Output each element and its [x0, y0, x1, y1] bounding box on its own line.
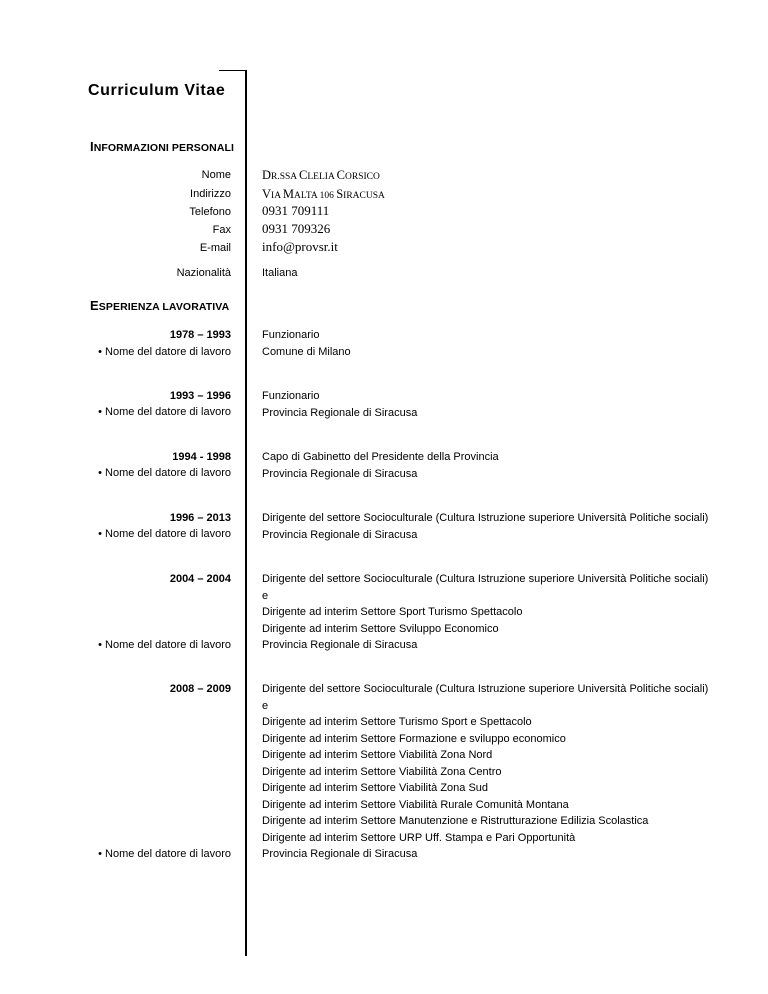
experience-details	[262, 449, 499, 482]
experience-line: Dirigente del settore Socioculturale (Cultura Istruzione superiore Università Politiche sociali)	[262, 512, 709, 524]
experience-line: Comune di Milano	[262, 345, 351, 358]
value-fax: 0931 709326	[262, 221, 331, 236]
title-rule	[219, 70, 246, 71]
experience-line: Capo di Gabinetto del Presidente della Provincia	[262, 451, 499, 463]
experience-line: e	[262, 699, 269, 712]
label-name: Nome	[201, 169, 231, 181]
section-heading-experience: ESPERIENZA LAVORATIVA	[90, 298, 230, 313]
value-address: VIA MALTA 106 SIRACUSA	[262, 187, 385, 201]
employer-label: • Nome del datore di lavoro	[98, 406, 231, 418]
value-nationality: Italiana	[262, 267, 298, 279]
experience-period: 1978 – 1993	[169, 329, 231, 341]
experience-details	[262, 681, 708, 863]
experience-line: Dirigente ad interim Settore Viabilità Zona Nord	[262, 749, 493, 761]
experience-line: Dirigente ad interim Settore Viabilità Zona Sud	[262, 782, 489, 794]
experience-line: Dirigente ad interim Settore Formazione e sviluppo economico	[262, 732, 566, 745]
experience-line: Dirigente ad interim Settore Viabilità Rurale Comunità Montana	[262, 798, 569, 811]
experience-details	[262, 388, 417, 421]
experience-line: Dirigente ad interim Settore Turismo Sport e Spettacolo	[262, 716, 532, 728]
experience-line: Dirigente ad interim Settore Viabilità Zona Centro	[262, 765, 502, 778]
experience-line: Funzionario	[262, 329, 320, 341]
page-title: Curriculum Vitae	[88, 82, 226, 99]
experience-line: Dirigente ad interim Settore Sport Turismo Spettacolo	[262, 606, 523, 618]
vertical-divider-line	[245, 70, 247, 956]
experience-line: Provincia Regionale di Siracusa	[262, 467, 418, 480]
experience-period: 1996 – 2013	[169, 512, 231, 524]
experience-line: Dirigente ad interim Settore Sviluppo Economico	[262, 622, 499, 635]
experience-period: 2004 – 2004	[169, 573, 231, 585]
experience-line: Provincia Regionale di Siracusa	[262, 528, 418, 541]
label-phone: Telefono	[189, 206, 231, 218]
experience-period: 2008 – 2009	[169, 683, 231, 695]
employer-label: • Nome del datore di lavoro	[98, 528, 231, 540]
employer-label: • Nome del datore di lavoro	[98, 639, 231, 651]
experience-line: Provincia Regionale di Siracusa	[262, 406, 418, 419]
label-email: E-mail	[199, 242, 231, 254]
experience-details	[262, 510, 708, 543]
experience-period: 1994 - 1998	[172, 451, 231, 463]
value-name: DR.SSA CLELIA CORSICO	[262, 168, 380, 182]
label-fax: Fax	[212, 224, 231, 236]
employer-label: • Nome del datore di lavoro	[98, 346, 231, 358]
employer-label: • Nome del datore di lavoro	[98, 467, 231, 479]
label-address: Indirizzo	[190, 188, 231, 200]
experience-line: Provincia Regionale di Siracusa	[262, 639, 418, 651]
experience-line: Funzionario	[262, 390, 320, 402]
experience-line: Dirigente ad interim Settore URP Uff. Stampa e Pari Opportunità	[262, 831, 576, 844]
experience-line: Dirigente del settore Socioculturale (Cultura Istruzione superiore Università Politiche sociali)	[262, 683, 709, 695]
employer-label: • Nome del datore di lavoro	[98, 848, 231, 860]
experience-details	[262, 571, 708, 654]
section-heading-personal: INFORMAZIONI PERSONALI	[90, 139, 235, 154]
experience-line: Provincia Regionale di Siracusa	[262, 848, 418, 860]
experience-period: 1993 – 1996	[169, 390, 231, 402]
experience-line: Dirigente del settore Socioculturale (Cultura Istruzione superiore Università Politiche sociali)	[262, 573, 709, 585]
experience-details	[262, 327, 351, 360]
experience-line: e	[262, 589, 269, 602]
value-phone: 0931 709111	[262, 203, 330, 218]
value-email[interactable]: info@provsr.it	[262, 239, 338, 254]
experience-line: Dirigente ad interim Settore Manutenzione e Ristrutturazione Edilizia Scolastica	[262, 815, 649, 827]
label-nationality: Nazionalità	[176, 267, 231, 279]
